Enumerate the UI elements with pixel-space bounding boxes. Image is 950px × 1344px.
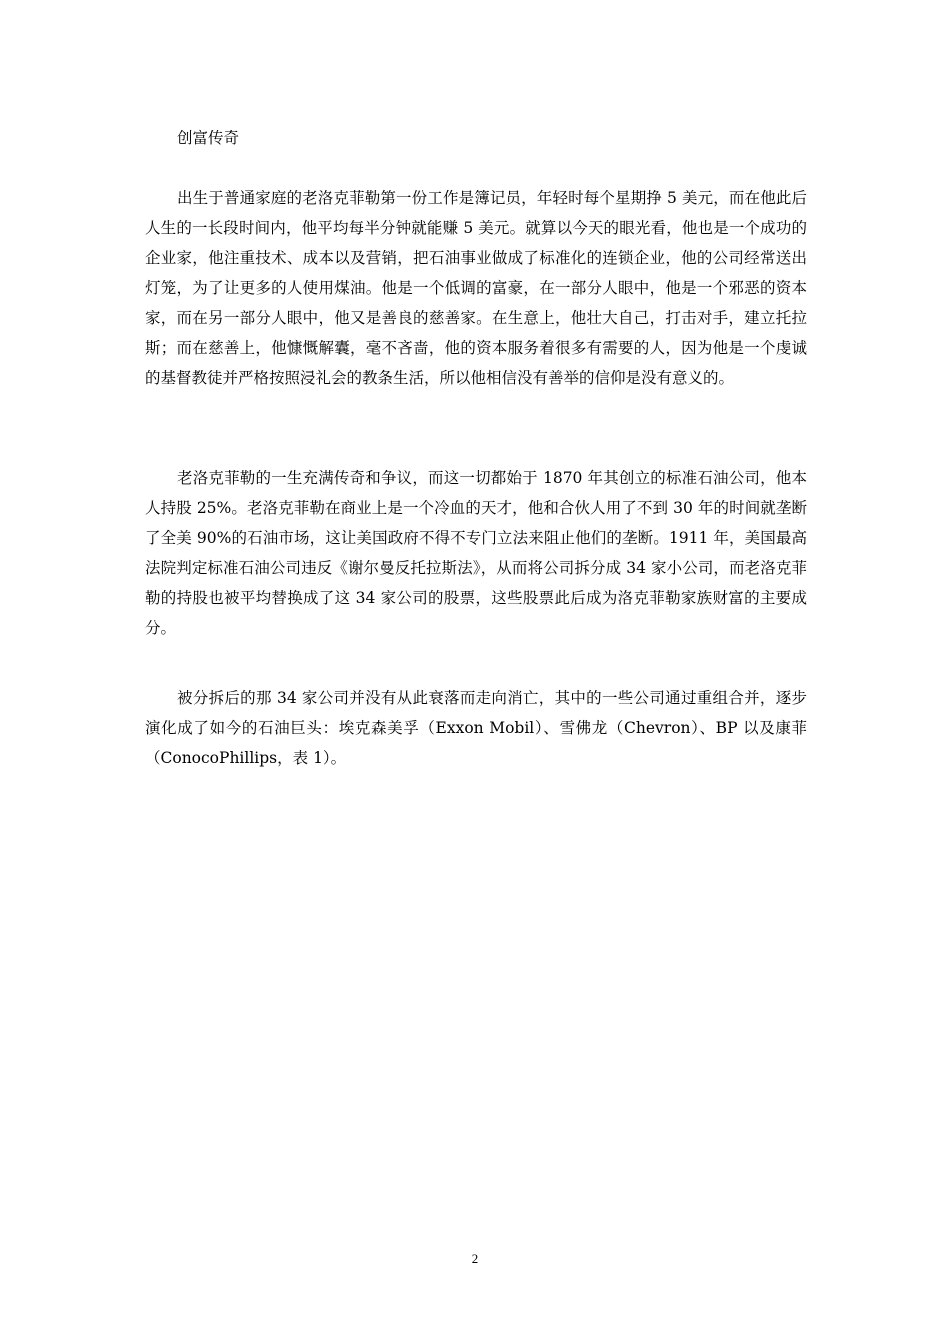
paragraph-standard-oil: 老洛克菲勒的一生充满传奇和争议，而这一切都始于 1870 年其创立的标准石油公司，他本人持股 25%。老洛克菲勒在商业上是一个冷血的天才，他和合伙人用了不到 30 年的时间就垄断了全美 90%的石油市场，这让美国政府不得不专门立法来阻止他们的垄断。1911 年，美国最高法院判定标准石油公司违反《谢尔曼反托拉斯法》，从而将公司拆分成 34 家小公司，而老洛克菲勒的持股也被平均替换成了这 34 家公司的股票，这些股票此后成为洛克菲勒家族财富的主要成分。 [145,469,807,637]
paragraph-oil-giants: 被分拆后的那 34 家公司并没有从此衰落而走向消亡，其中的一些公司通过重组合并，逐步演化成了如今的石油巨头：埃克森美孚（Exxon Mobil）、雪佛龙（Chevron）、BP 以及康菲（ConocoPhillips，表 1）。 [145,689,807,767]
page-number: 2 [471,1251,479,1266]
paragraph-early-life: 出生于普通家庭的老洛克菲勒第一份工作是簿记员，年轻时每个星期挣 5 美元，而在他此后人生的一长段时间内，他平均每半分钟就能赚 5 美元。就算以今天的眼光看，他也是一个成功的企业家，他注重技术、成本以及营销，把石油事业做成了标准化的连锁企业，他的公司经常送出灯笼，为了让更多的人使用煤油。他是一个低调的富豪，在一部分人眼中，他是一个邪恶的资本家，而在另一部分人眼中，他又是善良的慈善家。在生意上，他壮大自己，打击对手，建立托拉斯；而在慈善上，他慷慨解囊，毫不吝啬，他的资本服务着很多有需要的人，因为他是一个虔诚的基督教徒并严格按照浸礼会的教条生活，所以他相信没有善举的信仰是没有意义的。 [145,189,807,387]
section-heading: 创富传奇 [177,129,240,147]
